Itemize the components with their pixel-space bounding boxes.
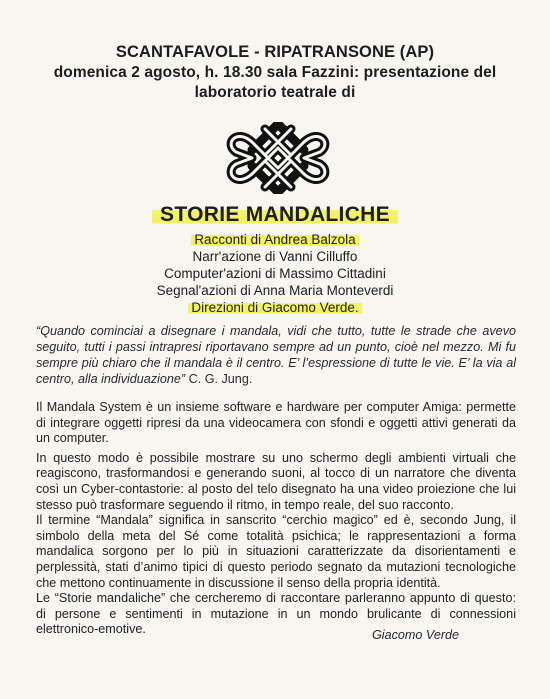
event-header <box>0 42 550 103</box>
quote-author: C. G. Jung. <box>185 372 253 386</box>
credit-narration: Narr'azione di Vanni Cilluffo <box>192 249 358 264</box>
quote-text: “Quando cominciai a disegnare i mandala, vidi che tutto, tutte le strade che avevo seguito, tutti i passi intrapresi riportavano sempre ad un punto, cioè nel mezzo. Mi fu sempre più chiaro che il mandala è il centro. E’ l’espressione di tutte le vie. E’ la via al centro, alla individuazione” <box>36 324 516 386</box>
paragraph-storie-mandaliche: Le “Storie mandaliche” che cercheremo di raccontare parleranno appunto di questo: di persone e sentimenti in mutazione in un mondo brulicante di connessioni elettronico-emotive. <box>36 591 516 637</box>
credit-stories: Racconti di Andrea Balzola <box>0 231 550 248</box>
credit-direction: Direzioni di Giacomo Verde. <box>0 299 550 316</box>
show-title-wrap <box>0 203 550 227</box>
credits-list <box>0 231 550 316</box>
credit-computer: Computer'azioni di Massimo Cittadini <box>164 266 386 281</box>
jung-quote <box>36 323 516 387</box>
paragraph-mandala-system: Il Mandala System è un insieme software e hardware per computer Amiga: permette di integrare oggetti ripresi da una videocamera con sfondi e oggetti attivi generati da un computer. <box>36 400 516 446</box>
signature: Giacomo Verde <box>372 628 460 642</box>
event-datetime: domenica 2 agosto, h. 18.30 sala Fazzini: presentazione del <box>53 64 497 81</box>
event-description: laboratorio teatrale di <box>194 84 356 101</box>
paragraph-mandala-meaning: Il termine “Mandala” significa in sanscrito “cerchio magico” ed è, secondo Jung, il simbolo della meta del Sé come totalità psichica; le rappresentazioni a forma mandalica sorgono per lo più in situazioni caratterizzate da disorientamenti e perplessità, stati d’animo tipici di questo periodo segnato da mutazioni tecnologiche che mettono continuamente in discussione il senso della propria identità. <box>36 513 516 590</box>
credit-signals: Segnal'azioni di Anna Maria Monteverdi <box>156 283 394 298</box>
event-location: SCANTAFAVOLE - RIPATRANSONE (AP) <box>115 43 435 61</box>
endless-knot-icon <box>222 122 334 194</box>
paragraph-cyber-contastorie: In questo modo è possibile mostrare su uno schermo degli ambienti virtuali che reagiscono, trasformandosi e generando suoni, al tocco di un narratore che diventa così un Cyber-contastorie: al posto del telo disegnato ha una video proiezione che lui stesso può trasformare seguendo il ritmo, in tempo reale, del suo racconto. <box>36 450 516 512</box>
description-body <box>36 400 516 638</box>
show-title: STORIE MANDALICHE <box>152 203 398 227</box>
